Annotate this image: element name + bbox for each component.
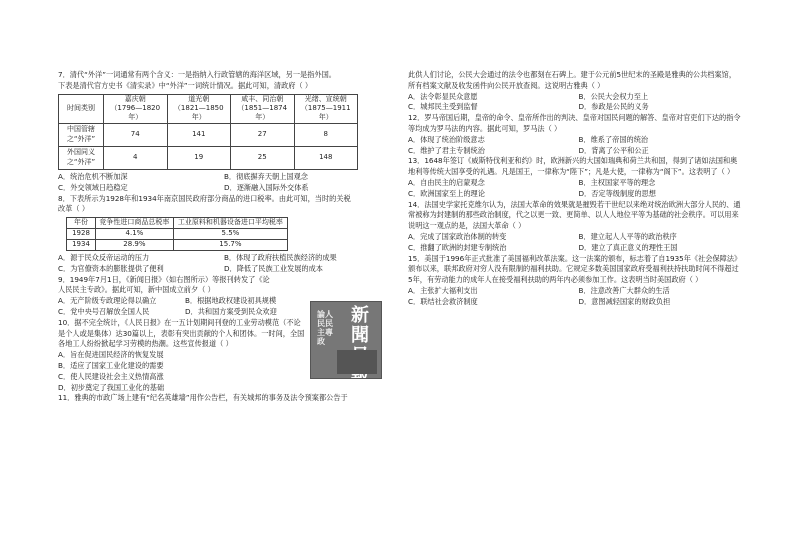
q11-option-a[interactable]: A．法令彰显民众意愿: [408, 91, 478, 101]
q14-option-b[interactable]: B．建立起人人平等的政治秩序: [578, 231, 677, 241]
q7-cell: 141: [167, 123, 231, 146]
q13-stem: 13．1648年签订《威斯特伐利亚和约》时，欧洲新兴的大国如瑞典和荷兰共和国，得到了诸如法国和奥地利等传统大国享受的礼遇。凡是国王，一律称为“陛下”；凡是大使，一律称为“阁下”。这表明了（ ）: [408, 156, 738, 177]
q7-th-4: 光绪、宣统朝 （1875—1911年）: [294, 94, 358, 123]
q8-cell: 4.1%: [96, 229, 174, 240]
q15-option-a[interactable]: A．主张扩大福利支出: [408, 285, 478, 295]
q14-stem: 14．法国史学家托克维尔认为，法国大革命的效果就是摧毁若干世纪以来绝对统治欧洲大部分人民的、通常被称为封建制的那些政治制度，代之以更一致、更简单、以人人地位平等为基础的社会秩序。可以用来说明这一观点的是，法国大革命（ ）: [408, 199, 741, 231]
q7-cell: 148: [294, 146, 358, 169]
newspaper-subtitle: 論人民民主專政: [317, 310, 333, 346]
q7-cell: 8: [294, 123, 358, 146]
q14-option-a[interactable]: A．完成了国家政治体制的转变: [408, 231, 507, 241]
q7-options: [58, 172, 384, 194]
q7-option-a[interactable]: A．统治危机不断加深: [58, 171, 128, 181]
q13-option-a[interactable]: A．自由民主的启蒙观念: [408, 177, 485, 187]
q11-stem-right: 此供人们讨论，公民大会通过的法令也都刻在石碑上。建于公元前5世纪末的圣殿是雅典的公共档案馆，所有档案文献及收发函件向公民开放查阅。这说明古雅典（ ）: [408, 70, 737, 90]
q7-cell: 4: [104, 146, 168, 169]
q8-option-c[interactable]: C．为官僚资本的膨胀提供了便利: [58, 263, 164, 273]
q7-table: [58, 94, 358, 170]
q13-option-c[interactable]: C．欧洲国家至上的理论: [408, 188, 485, 198]
q11-option-c[interactable]: C．城邦民主受到监督: [408, 102, 478, 112]
q7-cell: 19: [167, 146, 231, 169]
q10-stem: 10．据不完全统计，《人民日报》在一五计划期间刊登的工业劳动模范（不论是个人或是集体）达30篇以上，表彰有突出贡献的个人和团体。一时间，全国各地工人纷纷掀起学习劳模的热潮。这些宣传报道（ ）: [58, 317, 305, 349]
q15-option-c[interactable]: C．联结社会救济制度: [408, 296, 478, 306]
q7-cell: 中国管辖之“外洋”: [59, 123, 104, 146]
q9-option-c[interactable]: C．党中央号召解放全国人民: [58, 307, 150, 317]
q8-th-1: 竞争性进口商品总税率: [96, 218, 174, 229]
q13-option-b[interactable]: B．主权国家平等的理念: [578, 177, 656, 187]
newspaper-image: [310, 301, 382, 379]
q8-table: [66, 217, 288, 251]
q7-cell: 27: [231, 123, 295, 146]
q9-option-d[interactable]: D．共和国方案受到民众欢迎: [185, 307, 277, 317]
q10-option-b[interactable]: B．适应了国家工业化建设的需要: [58, 361, 164, 371]
q15-option-d[interactable]: D．意图减轻国家的财政负担: [578, 296, 671, 306]
q7-option-b[interactable]: B．彻底摒弃天朝上国观念: [224, 171, 308, 181]
q7-th-1: 嘉庆朝 （1796—1820年）: [104, 94, 168, 123]
q12-option-d[interactable]: D．背离了公平和公正: [578, 145, 649, 155]
q7-th-2: 道光朝 （1821—1850年）: [167, 94, 231, 123]
q12-option-c[interactable]: C．维护了君主专制统治: [408, 145, 485, 155]
q8-cell: 28.9%: [96, 240, 174, 251]
q8-option-d[interactable]: D．降低了民族工业发展的成本: [224, 263, 323, 273]
q8-cell: 1928: [67, 229, 96, 240]
q8-option-a[interactable]: A．源于民众反帝运动的压力: [58, 253, 150, 263]
q7-th-3: 咸丰、同治朝 （1851—1874年）: [231, 94, 295, 123]
q7-cell: 25: [231, 146, 295, 169]
q9-option-b[interactable]: B．根据地政权建设初具规模: [185, 296, 277, 306]
q11-option-d[interactable]: D．参政是公民的义务: [578, 102, 649, 112]
q15-options: [408, 286, 743, 308]
q11-option-b[interactable]: B．公民大会权力至上: [578, 91, 649, 101]
q8-options: [58, 253, 384, 275]
q7-cell: 74: [104, 123, 168, 146]
q8-th-2: 工业原料和机器设备进口平均税率: [173, 218, 287, 229]
q14-option-c[interactable]: C．推翻了欧洲的封建专制统治: [408, 242, 507, 252]
q9-options: [58, 296, 306, 318]
q8-stem-line1: 8．下表所示为1928年和1934年南京国民政府部分商品的进口税率。由此可知，当时的关税: [58, 193, 351, 203]
q8-cell: 5.5%: [173, 229, 287, 240]
q11-options: [408, 92, 743, 114]
q7-stem-line2: 下表是清代官方史书《清实录》中“外洋”一词统计情况。据此可知，清政府（ ）: [58, 80, 313, 90]
q10-option-c[interactable]: C．使人民建设社会主义热情高涨: [58, 371, 164, 381]
q15-stem: 15．美国于1996年正式批准了美国福利改革法案。这一法案的颁布，标志着了自1935年《社会保障法》颁布以来，联邦政府对穷人没有限制的福利扶助。它规定多数美国国家政府受福利扶持扶助时间不得超过5年，有劳动能力的成年人在接受福利扶助的两年内必须参加工作。这表明当时美国政府（ ）: [408, 253, 742, 285]
q7-stem-line1: 7．清代“外洋”一词通常有两个含义：一是指纳入行政管辖的海洋区域，另一是指外国。: [58, 70, 336, 79]
q15-option-b[interactable]: B．注意改善广大群众的生活: [578, 285, 670, 295]
q11-stem-left: 11．雅典的市政广场上建有“纪名英雄墙”用作公告栏，有关城邦的事务及法令预案都公告于: [58, 393, 348, 403]
q12-options: [408, 135, 743, 157]
q12-option-b[interactable]: B．维系了帝国的统治: [578, 134, 649, 144]
q7-cell: 外国同义之“外洋”: [59, 146, 104, 169]
q12-option-a[interactable]: A．体现了统治阶级意志: [408, 134, 485, 144]
q10-option-a[interactable]: A．旨在促进国民经济的恢复发展: [58, 350, 164, 360]
q13-option-d[interactable]: D．否定等级制度的思想: [578, 188, 656, 198]
q8-option-b[interactable]: B．体现了政府扶植民族经济的成果: [224, 253, 337, 263]
q8-stem-line2: 改革（ ）: [58, 204, 90, 214]
newspaper-title: 新聞: [351, 305, 369, 346]
q14-options: [408, 232, 743, 254]
q8-cell: 1934: [67, 240, 96, 251]
q9-stem-line2: 人民民主专政》。据此可知，新中国成立前夕（ ）: [58, 285, 215, 295]
q12-stem: 12．罗马帝国后期，皇帝的命令、皇帝所作出的判决、皇帝对国民问题的解答、皇帝对官吏们下达的指令等均成为罗马法的内容。据此可知，罗马法（ ）: [408, 113, 741, 133]
q14-option-d[interactable]: D．建立了真正意义的理性王国: [578, 242, 678, 252]
q7-th-0: 时间类别: [59, 94, 104, 123]
right-column: [408, 70, 743, 308]
q9-stem-line1: 9．1949年7月1日，《新闻日报》（如右图所示）等报刊转发了《论: [58, 274, 270, 284]
q7-option-d[interactable]: D．逐渐融入国际外交体系: [224, 182, 309, 192]
q10-option-d[interactable]: D．初步奠定了我国工业化的基础: [58, 382, 165, 392]
q8-th-0: 年份: [67, 218, 96, 229]
q9-option-a[interactable]: A．无产阶级专政理论得以确立: [58, 296, 157, 306]
q7-option-c[interactable]: C．外交领域日趋稳定: [58, 182, 128, 192]
q8-cell: 15.7%: [173, 240, 287, 251]
q13-options: [408, 178, 743, 200]
newspaper-strip: [337, 350, 377, 374]
